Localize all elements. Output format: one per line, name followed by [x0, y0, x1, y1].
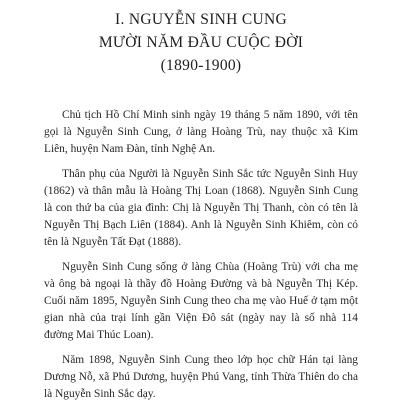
paragraph-birth: Chủ tịch Hồ Chí Minh sinh ngày 19 tháng 5 năm 1890, với tên gọi là Nguyễn Sinh Cung, ở làng Hoàng Trù, nay thuộc xã Kim Liên, huyện Nam Đàn, tỉnh Nghệ An. [44, 109, 358, 156]
paragraph-family: Thân phụ của Người là Nguyễn Sinh Sắc tức Nguyễn Sinh Huy (1862) và thân mẫu là Hoàng Thị Loan (1868). Nguyễn Sinh Cung là con thứ ba của gia đình: Chị là Nguyễn Thị Thanh, còn có tên là Nguyễn Thị Bạch Liên (1884). Anh là Nguyễn Sinh Khiêm, còn có tên là Nguyễn Tất Đạt (1888). [44, 167, 358, 249]
paragraph-schooling: Năm 1898, Nguyễn Sinh Cung theo lớp học chữ Hán tại làng Dương Nỗ, xã Phú Dương, huyện Phú Vang, tỉnh Thừa Thiên do cha là Nguyễn Sinh Sắc dạy. [44, 353, 358, 401]
chapter-years: (1890-1900) [160, 57, 242, 74]
paragraph-childhood: Nguyễn Sinh Cung sống ở làng Chùa (Hoàng Trù) với cha mẹ và ông bà ngoại là thầy đồ Hoàng Đường và bà Nguyễn Thị Kép. Cuối năm 1895, Nguyễn Sinh Cung theo cha mẹ vào Huế ở tạm một gian nhà của trại lính gần Viện Đô sát (ngày nay là số nhà 114 đường Mai Thúc Loan). [44, 260, 358, 342]
chapter-subtitle: MƯỜI NĂM ĐẦU CUỘC ĐỜI [98, 34, 304, 51]
chapter-title: I. NGUYỄN SINH CUNG [115, 11, 287, 28]
body-text [44, 107, 358, 403]
chapter-heading [44, 8, 358, 77]
